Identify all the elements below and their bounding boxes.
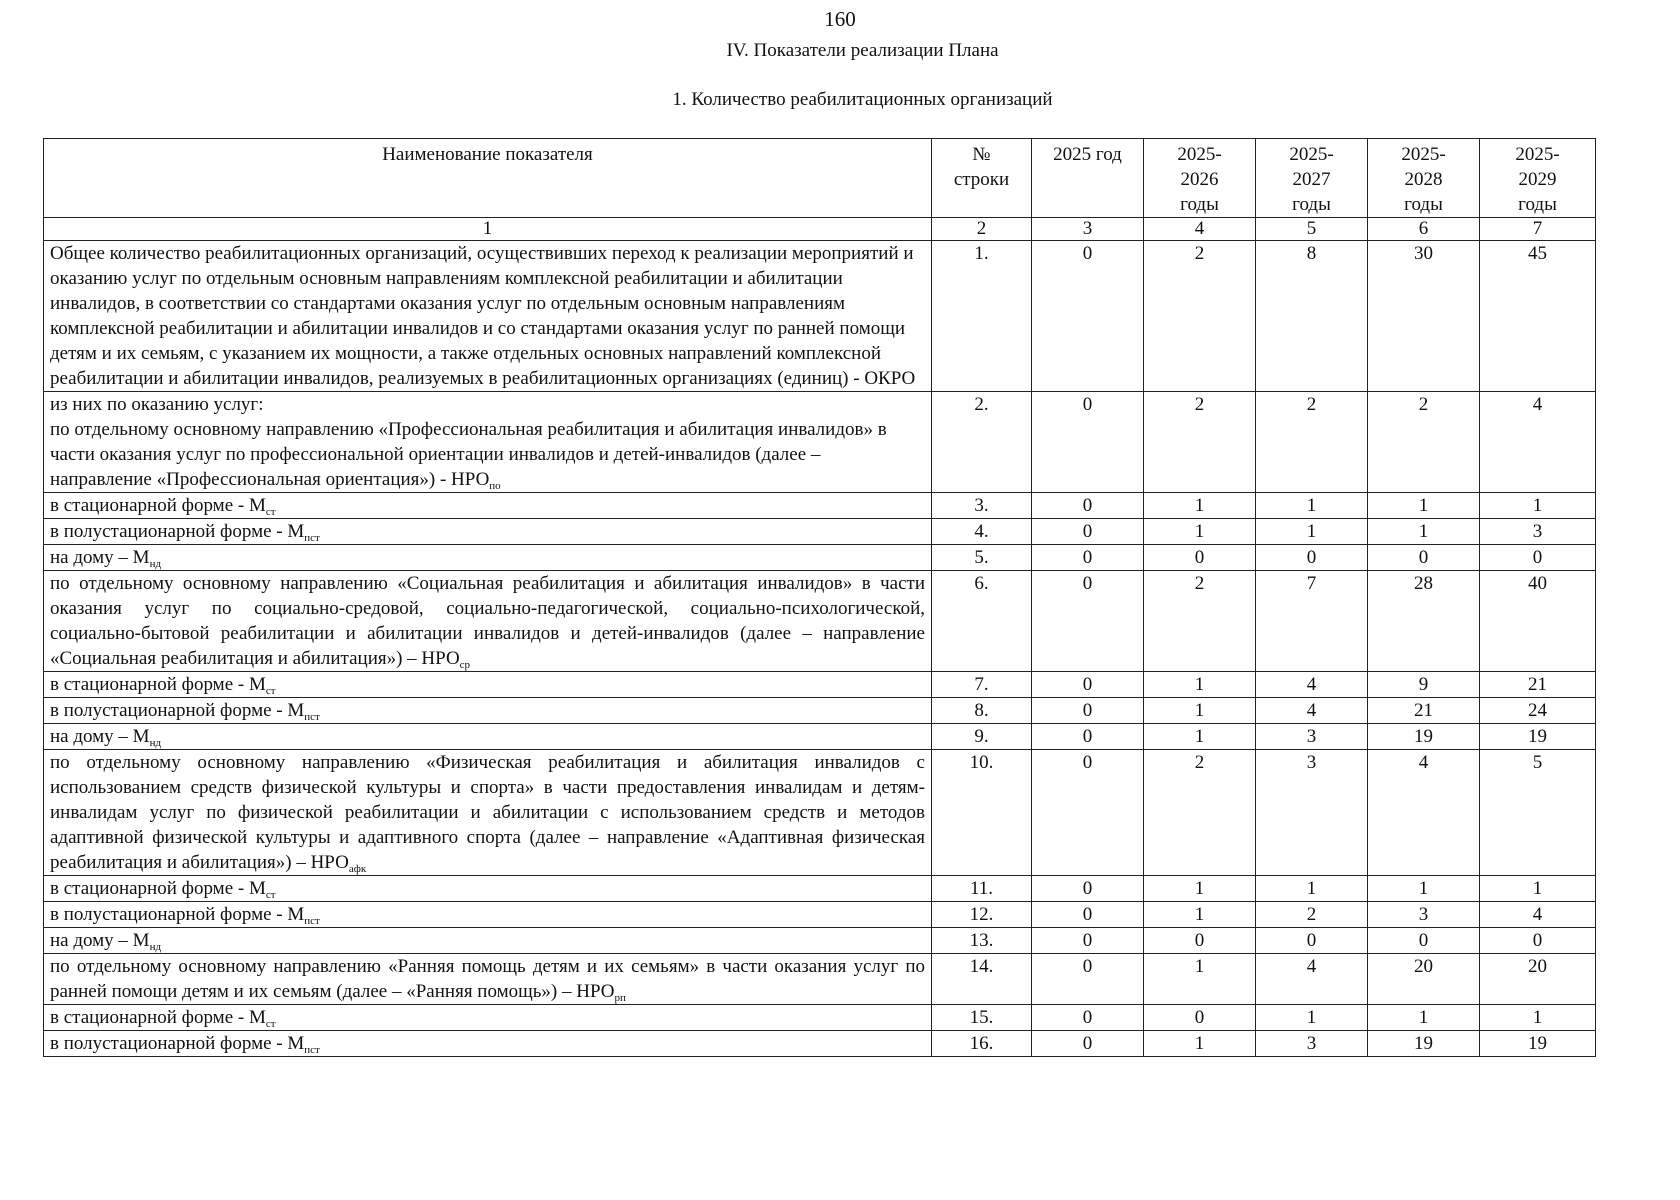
indicator-name (44, 750, 932, 876)
header-line: годы (1180, 194, 1219, 215)
value-cell: 21 (1480, 672, 1596, 698)
indicator-name (44, 876, 932, 902)
header-line: годы (1518, 194, 1557, 215)
indicator-subscript: нд (149, 558, 162, 570)
header-line: 2027 (1292, 169, 1331, 190)
value-cell: 4 (1480, 392, 1596, 493)
table-row (44, 750, 1596, 876)
value-cell: 1 (1256, 1005, 1368, 1031)
row-number: 2. (932, 392, 1032, 493)
value-cell: 2 (1144, 392, 1256, 493)
value-cell: 0 (1032, 928, 1144, 954)
value-cell: 1 (1144, 1031, 1256, 1057)
value-cell: 21 (1368, 698, 1480, 724)
column-number: 5 (1256, 218, 1368, 241)
indicator-subscript: пст (304, 532, 320, 544)
value-cell: 45 (1480, 241, 1596, 392)
table-row (44, 724, 1596, 750)
indicator-text: на дому – М (50, 930, 150, 951)
value-cell: 2 (1256, 902, 1368, 928)
header-line: 2029 (1518, 169, 1557, 190)
indicator-name (44, 1005, 932, 1031)
value-cell: 0 (1480, 545, 1596, 571)
value-cell: 0 (1032, 392, 1144, 493)
value-cell: 0 (1032, 241, 1144, 392)
column-number: 2 (932, 218, 1032, 241)
value-cell: 4 (1368, 750, 1480, 876)
value-cell: 2 (1368, 392, 1480, 493)
header-2025-2028 (1368, 139, 1480, 218)
indicator-name (44, 724, 932, 750)
column-number-row (44, 218, 1596, 241)
header-row-no (932, 139, 1032, 218)
value-cell: 3 (1368, 902, 1480, 928)
indicator-name (44, 698, 932, 724)
row-number: 9. (932, 724, 1032, 750)
row-number: 6. (932, 571, 1032, 672)
value-cell: 1 (1144, 902, 1256, 928)
indicator-text: в стационарной форме - М (50, 1007, 266, 1028)
value-cell: 1 (1368, 1005, 1480, 1031)
indicator-name (44, 954, 932, 1005)
value-cell: 2 (1144, 750, 1256, 876)
value-cell: 1 (1144, 724, 1256, 750)
header-line: 2025- (1401, 144, 1446, 165)
indicator-text: в полустационарной форме - М (50, 521, 305, 542)
header-line: годы (1404, 194, 1443, 215)
value-cell: 9 (1368, 672, 1480, 698)
value-cell: 1 (1144, 672, 1256, 698)
header-2025-2029 (1480, 139, 1596, 218)
value-cell: 0 (1032, 750, 1144, 876)
indicator-text: в полустационарной форме - М (50, 1033, 305, 1054)
value-cell: 0 (1032, 724, 1144, 750)
value-cell: 4 (1256, 954, 1368, 1005)
page-number: 160 (824, 7, 856, 31)
table-row (44, 519, 1596, 545)
header-line: 2026 (1180, 169, 1219, 190)
indicator-subscript: ст (265, 889, 276, 901)
column-number: 1 (44, 218, 932, 241)
value-cell: 5 (1480, 750, 1596, 876)
indicator-name (44, 493, 932, 519)
header-line: 2025- (1515, 144, 1560, 165)
row-number: 8. (932, 698, 1032, 724)
value-cell: 1 (1256, 519, 1368, 545)
indicator-name (44, 241, 932, 392)
value-cell: 40 (1480, 571, 1596, 672)
indicator-subscript: ст (265, 506, 276, 518)
value-cell: 1 (1256, 876, 1368, 902)
value-cell: 0 (1032, 876, 1144, 902)
header-line: 2025- (1289, 144, 1334, 165)
indicator-name (44, 545, 932, 571)
indicator-subscript: пст (304, 915, 320, 927)
value-cell: 1 (1480, 1005, 1596, 1031)
table-row (44, 241, 1596, 392)
indicator-text: на дому – М (50, 726, 150, 747)
value-cell: 0 (1256, 545, 1368, 571)
indicator-subscript: пст (304, 1044, 320, 1056)
table-row (44, 493, 1596, 519)
column-number: 4 (1144, 218, 1256, 241)
column-number: 7 (1480, 218, 1596, 241)
value-cell: 19 (1368, 724, 1480, 750)
indicator-text: в полустационарной форме - М (50, 904, 305, 925)
indicator-subscript: нд (149, 941, 162, 953)
value-cell: 0 (1368, 545, 1480, 571)
table-row (44, 392, 1596, 493)
value-cell: 1 (1256, 493, 1368, 519)
value-cell: 2 (1144, 571, 1256, 672)
row-number: 10. (932, 750, 1032, 876)
value-cell: 2 (1256, 392, 1368, 493)
value-cell: 3 (1480, 519, 1596, 545)
table-row (44, 876, 1596, 902)
value-cell: 0 (1480, 928, 1596, 954)
value-cell: 1 (1368, 493, 1480, 519)
value-cell: 1 (1144, 954, 1256, 1005)
indicator-text: по отдельному основному направлению «Ранняя помощь детям и их семьям» в части оказания услуг по ранней помощи детям и их семьям (далее – «Ранняя помощь») – НРО (50, 956, 925, 1002)
row-number: 4. (932, 519, 1032, 545)
value-cell: 1 (1144, 876, 1256, 902)
table-row (44, 954, 1596, 1005)
indicator-subscript: по (489, 480, 501, 492)
value-cell: 24 (1480, 698, 1596, 724)
value-cell: 0 (1032, 698, 1144, 724)
indicator-subscript: ср (459, 659, 471, 671)
value-cell: 0 (1144, 545, 1256, 571)
value-cell: 1 (1480, 493, 1596, 519)
indicator-name (44, 392, 932, 493)
table-row (44, 672, 1596, 698)
indicator-name (44, 928, 932, 954)
value-cell: 4 (1256, 672, 1368, 698)
section-title: IV. Показатели реализации Плана (726, 40, 999, 61)
value-cell: 4 (1256, 698, 1368, 724)
header-row-no-line: строки (953, 169, 1010, 190)
indicator-name (44, 519, 932, 545)
value-cell: 0 (1032, 672, 1144, 698)
indicators-table (43, 138, 1596, 1057)
indicator-name (44, 571, 932, 672)
row-number: 14. (932, 954, 1032, 1005)
indicator-subscript: нд (149, 737, 162, 749)
value-cell: 30 (1368, 241, 1480, 392)
indicator-subscript: ст (265, 1018, 276, 1030)
row-number: 16. (932, 1031, 1032, 1057)
indicator-text: в стационарной форме - М (50, 495, 266, 516)
value-cell: 0 (1032, 545, 1144, 571)
row-number: 3. (932, 493, 1032, 519)
indicator-text: по отдельному основному направлению «Профессиональная реабилитация и абилитация инвалидов» в части оказания услуг по профессиональной ориентации инвалидов и детей-инвалидов (далее – направление «Профессиональная ориентация») - НРО (50, 419, 887, 490)
indicator-text: по отдельному основному направлению «Физическая реабилитация и абилитация инвалидов с использованием средств физической культуры и спорта» в части предоставления инвалидам и детям-инвалидам услуг по физической реабилитации и абилитации с использованием средств и методов адаптивной физической культуры и адаптивного спорта (далее – направление «Адаптивная физическая реабилитация и абилитация») – НРО (50, 752, 925, 873)
value-cell: 1 (1144, 519, 1256, 545)
value-cell: 0 (1256, 928, 1368, 954)
indicator-subscript: афк (348, 863, 367, 875)
subsection-title: 1. Количество реабилитационных организаций (672, 89, 1053, 110)
value-cell: 3 (1256, 1031, 1368, 1057)
indicator-text: на дому – М (50, 547, 150, 568)
value-cell: 1 (1480, 876, 1596, 902)
table-row (44, 902, 1596, 928)
header-line: годы (1292, 194, 1331, 215)
row-number: 12. (932, 902, 1032, 928)
table-row (44, 1031, 1596, 1057)
value-cell: 19 (1368, 1031, 1480, 1057)
value-cell: 0 (1144, 928, 1256, 954)
table-row (44, 698, 1596, 724)
value-cell: 0 (1032, 493, 1144, 519)
value-cell: 0 (1032, 902, 1144, 928)
value-cell: 3 (1256, 750, 1368, 876)
row-number: 13. (932, 928, 1032, 954)
value-cell: 4 (1480, 902, 1596, 928)
header-row-no-line: № (972, 144, 991, 165)
value-cell: 0 (1144, 1005, 1256, 1031)
header-2025-2026 (1144, 139, 1256, 218)
header-line: 2025- (1177, 144, 1222, 165)
value-cell: 0 (1032, 1005, 1144, 1031)
indicator-name (44, 902, 932, 928)
indicator-subscript: пст (304, 711, 320, 723)
indicator-text: в стационарной форме - М (50, 878, 266, 899)
indicator-name (44, 1031, 932, 1057)
value-cell: 19 (1480, 724, 1596, 750)
indicator-subscript: рп (614, 992, 626, 1004)
value-cell: 1 (1144, 698, 1256, 724)
value-cell: 19 (1480, 1031, 1596, 1057)
table-row (44, 571, 1596, 672)
value-cell: 20 (1480, 954, 1596, 1005)
header-row (44, 139, 1596, 218)
row-number: 5. (932, 545, 1032, 571)
indicator-name (44, 672, 932, 698)
value-cell: 0 (1032, 954, 1144, 1005)
header-2025: 2025 год (1032, 139, 1144, 218)
header-name: Наименование показателя (44, 139, 932, 218)
value-cell: 28 (1368, 571, 1480, 672)
value-cell: 3 (1256, 724, 1368, 750)
table-row (44, 545, 1596, 571)
column-number: 3 (1032, 218, 1144, 241)
indicator-text: в полустационарной форме - М (50, 700, 305, 721)
value-cell: 0 (1032, 571, 1144, 672)
header-line: 2028 (1404, 169, 1443, 190)
value-cell: 8 (1256, 241, 1368, 392)
row-number: 1. (932, 241, 1032, 392)
column-number: 6 (1368, 218, 1480, 241)
indicator-text: в стационарной форме - М (50, 674, 266, 695)
row-number: 11. (932, 876, 1032, 902)
value-cell: 0 (1032, 1031, 1144, 1057)
value-cell: 1 (1144, 493, 1256, 519)
value-cell: 0 (1032, 519, 1144, 545)
header-2025-2027 (1256, 139, 1368, 218)
value-cell: 20 (1368, 954, 1480, 1005)
value-cell: 1 (1368, 876, 1480, 902)
value-cell: 7 (1256, 571, 1368, 672)
indicator-text: Общее количество реабилитационных организаций, осуществивших переход к реализации мероприятий и оказанию услуг по отдельным основным направлениям комплексной реабилитации и абилитации инвалидов, в соответствии со стандартами оказания услуг по отдельным основным направлениям комплексной реабилитации и абилитации инвалидов и со стандартами оказания услуг по ранней помощи детям и их семьям, с указанием их мощности, а также отдельных основных направлений комплексной реабилитации и абилитации инвалидов, реализуемых в реабилитационных организациях (единиц) - ОКРО (50, 243, 916, 389)
indicator-intro: из них по оказанию услуг: (50, 394, 264, 415)
row-number: 7. (932, 672, 1032, 698)
table-row (44, 928, 1596, 954)
value-cell: 0 (1368, 928, 1480, 954)
row-number: 15. (932, 1005, 1032, 1031)
indicator-text: по отдельному основному направлению «Социальная реабилитация и абилитация инвалидов» в части оказания услуг по социально-средовой, социально-педагогической, социально-психологической, социально-бытовой реабилитации и абилитации инвалидов и детей-инвалидов (далее – направление «Социальная реабилитация и абилитация») – НРО (50, 573, 925, 669)
value-cell: 2 (1144, 241, 1256, 392)
table-row (44, 1005, 1596, 1031)
indicator-subscript: ст (265, 685, 276, 697)
value-cell: 1 (1368, 519, 1480, 545)
